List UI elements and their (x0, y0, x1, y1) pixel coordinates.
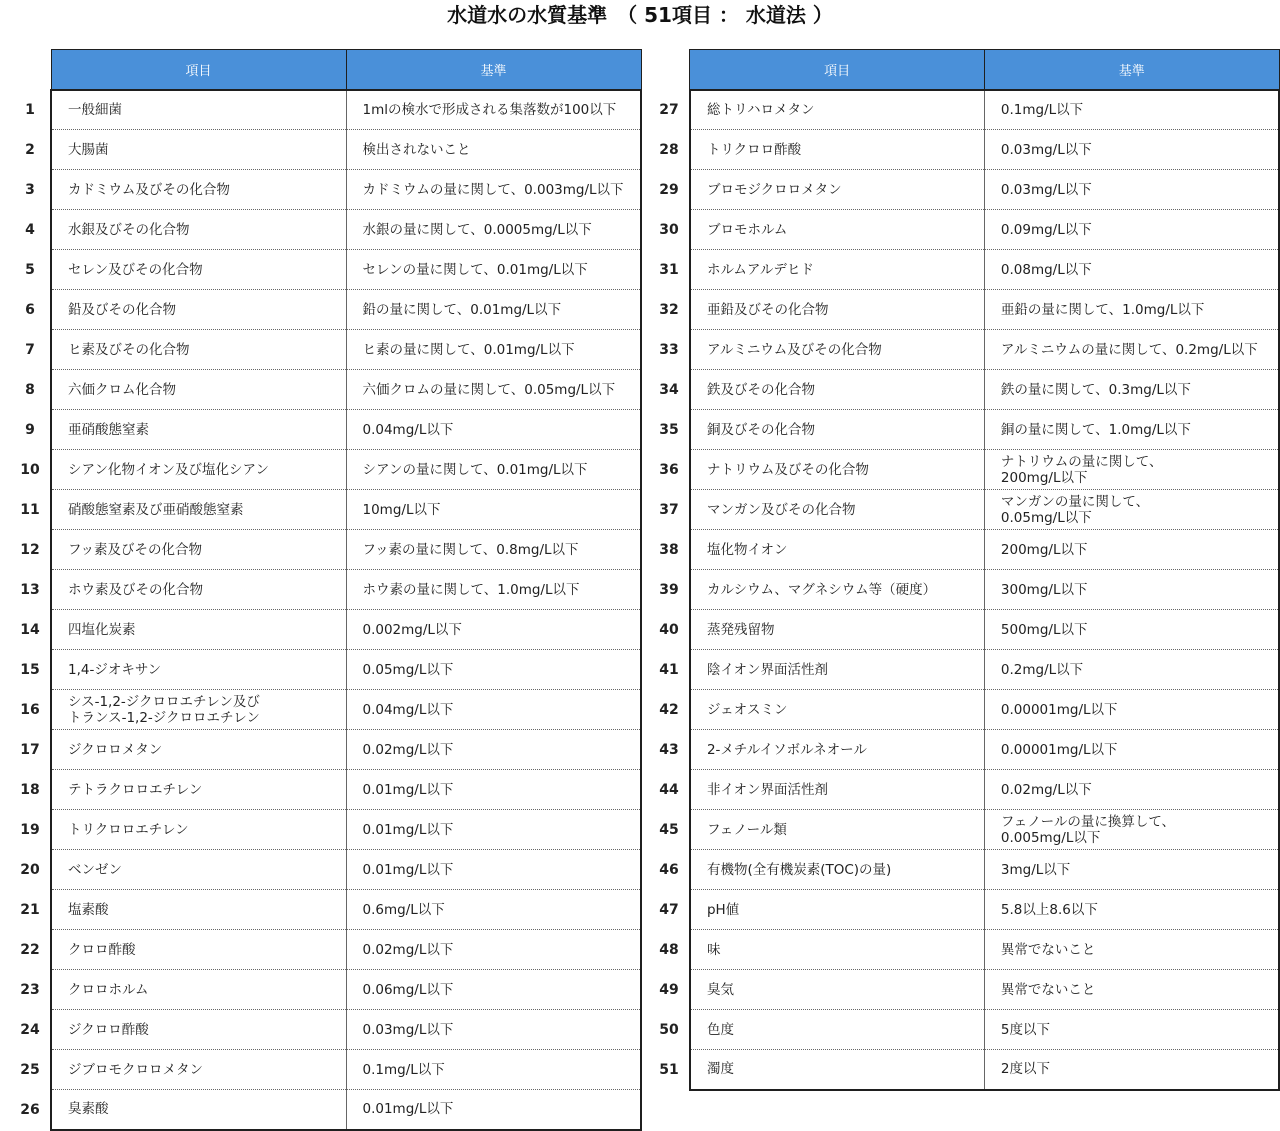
row-number: 24 (10, 1010, 51, 1050)
item-cell: ジブロモクロロメタン (51, 1050, 346, 1090)
standard-cell: 0.08mg/L以下 (984, 250, 1279, 290)
row-number: 33 (649, 330, 690, 370)
table-row (649, 730, 1279, 770)
table-row (10, 890, 641, 930)
table-row (10, 1050, 641, 1090)
item-cell: フッ素及びその化合物 (51, 530, 346, 570)
table-header-row (649, 50, 1279, 90)
number-header (649, 50, 690, 90)
table-row (649, 810, 1279, 850)
item-cell: 塩化物イオン (690, 530, 984, 570)
table-row (649, 330, 1279, 370)
table-row (10, 690, 641, 730)
table-row (10, 170, 641, 210)
column-header-item: 項目 (51, 50, 346, 90)
table-row (10, 450, 641, 490)
row-number: 14 (10, 610, 51, 650)
standard-cell: 0.03mg/L以下 (984, 130, 1279, 170)
standard-cell: 0.06mg/L以下 (346, 970, 641, 1010)
standard-cell: 亜鉛の量に関して、1.0mg/L以下 (984, 290, 1279, 330)
item-cell: カルシウム、マグネシウム等（硬度） (690, 570, 984, 610)
table-row (10, 930, 641, 970)
row-number: 36 (649, 450, 690, 490)
table-row (10, 90, 641, 130)
table-row (10, 1010, 641, 1050)
table-row (649, 450, 1279, 490)
standard-cell: ヒ素の量に関して、0.01mg/L以下 (346, 330, 641, 370)
row-number: 27 (649, 90, 690, 130)
row-number: 48 (649, 930, 690, 970)
row-number: 11 (10, 490, 51, 530)
item-cell: ホウ素及びその化合物 (51, 570, 346, 610)
table-row (649, 1010, 1279, 1050)
row-number: 45 (649, 810, 690, 850)
item-cell: 1,4-ジオキサン (51, 650, 346, 690)
column-header-item: 項目 (690, 50, 984, 90)
standard-cell: 検出されないこと (346, 130, 641, 170)
table-row (10, 490, 641, 530)
table-row (649, 570, 1279, 610)
water-standards-table-right (649, 49, 1280, 1091)
row-number: 31 (649, 250, 690, 290)
row-number: 16 (10, 690, 51, 730)
item-cell: ブロモジクロロメタン (690, 170, 984, 210)
table-row (649, 250, 1279, 290)
row-number: 2 (10, 130, 51, 170)
table-row (649, 370, 1279, 410)
item-cell: 総トリハロメタン (690, 90, 984, 130)
standard-cell: 5度以下 (984, 1010, 1279, 1050)
standard-cell: 0.00001mg/L以下 (984, 730, 1279, 770)
standard-cell: 10mg/L以下 (346, 490, 641, 530)
item-cell: 硝酸態窒素及び亜硝酸態窒素 (51, 490, 346, 530)
row-number: 25 (10, 1050, 51, 1090)
standard-cell: 0.05mg/L以下 (346, 650, 641, 690)
item-cell: ヒ素及びその化合物 (51, 330, 346, 370)
table-row (649, 290, 1279, 330)
item-cell: マンガン及びその化合物 (690, 490, 984, 530)
row-number: 19 (10, 810, 51, 850)
standard-cell: 3mg/L以下 (984, 850, 1279, 890)
table-row (649, 1050, 1279, 1090)
table-row (649, 690, 1279, 730)
item-cell: 色度 (690, 1010, 984, 1050)
row-number: 20 (10, 850, 51, 890)
standard-cell: 500mg/L以下 (984, 610, 1279, 650)
table-row (649, 970, 1279, 1010)
table-row (10, 810, 641, 850)
row-number: 17 (10, 730, 51, 770)
standard-cell: 0.04mg/L以下 (346, 690, 641, 730)
row-number: 40 (649, 610, 690, 650)
standard-cell: 0.00001mg/L以下 (984, 690, 1279, 730)
table-row (649, 650, 1279, 690)
table-row (649, 770, 1279, 810)
standard-cell: 0.2mg/L以下 (984, 650, 1279, 690)
table-row (649, 90, 1279, 130)
standard-cell: 鉛の量に関して、0.01mg/L以下 (346, 290, 641, 330)
row-number: 28 (649, 130, 690, 170)
row-number: 15 (10, 650, 51, 690)
item-cell: トリクロロエチレン (51, 810, 346, 850)
table-row (10, 130, 641, 170)
item-cell: 六価クロム化合物 (51, 370, 346, 410)
row-number: 44 (649, 770, 690, 810)
standard-cell: 0.03mg/L以下 (346, 1010, 641, 1050)
standard-cell: 300mg/L以下 (984, 570, 1279, 610)
row-number: 18 (10, 770, 51, 810)
row-number: 3 (10, 170, 51, 210)
item-cell: 非イオン界面活性剤 (690, 770, 984, 810)
standard-cell: 0.03mg/L以下 (984, 170, 1279, 210)
standard-cell: 0.01mg/L以下 (346, 1090, 641, 1130)
item-cell: ホルムアルデヒド (690, 250, 984, 290)
row-number: 39 (649, 570, 690, 610)
item-cell: カドミウム及びその化合物 (51, 170, 346, 210)
table-row (649, 210, 1279, 250)
standard-cell: 200mg/L以下 (984, 530, 1279, 570)
item-cell: アルミニウム及びその化合物 (690, 330, 984, 370)
standard-cell: アルミニウムの量に関して、0.2mg/L以下 (984, 330, 1279, 370)
standard-cell: カドミウムの量に関して、0.003mg/L以下 (346, 170, 641, 210)
table-row (10, 970, 641, 1010)
table-row (10, 570, 641, 610)
standard-cell: 0.02mg/L以下 (346, 930, 641, 970)
table-row (10, 850, 641, 890)
table-row (10, 730, 641, 770)
item-cell: シアン化物イオン及び塩化シアン (51, 450, 346, 490)
standard-cell: ナトリウムの量に関して、 200mg/L以下 (984, 450, 1279, 490)
table-row (10, 330, 641, 370)
table-header-row (10, 50, 641, 90)
row-number: 30 (649, 210, 690, 250)
table-row (10, 650, 641, 690)
item-cell: クロロ酢酸 (51, 930, 346, 970)
standard-cell: 0.09mg/L以下 (984, 210, 1279, 250)
row-number: 26 (10, 1090, 51, 1130)
water-standards-table-left (10, 49, 642, 1131)
standard-cell: 1mlの検水で形成される集落数が100以下 (346, 90, 641, 130)
item-cell: 蒸発残留物 (690, 610, 984, 650)
item-cell: 鉄及びその化合物 (690, 370, 984, 410)
item-cell: 味 (690, 930, 984, 970)
row-number: 22 (10, 930, 51, 970)
item-cell: テトラクロロエチレン (51, 770, 346, 810)
item-cell: pH値 (690, 890, 984, 930)
standard-cell: ホウ素の量に関して、1.0mg/L以下 (346, 570, 641, 610)
row-number: 32 (649, 290, 690, 330)
row-number: 10 (10, 450, 51, 490)
row-number: 29 (649, 170, 690, 210)
column-header-standard: 基準 (984, 50, 1279, 90)
page-title: 水道水の水質基準 （ 51項目 ： 水道法 ） (447, 3, 833, 27)
standard-cell: 0.6mg/L以下 (346, 890, 641, 930)
standard-cell: 0.01mg/L以下 (346, 810, 641, 850)
table-row (10, 1090, 641, 1130)
row-number: 7 (10, 330, 51, 370)
row-number: 47 (649, 890, 690, 930)
standard-cell: 水銀の量に関して、0.0005mg/L以下 (346, 210, 641, 250)
standard-cell: 0.02mg/L以下 (984, 770, 1279, 810)
table-row (10, 410, 641, 450)
standard-cell: 異常でないこと (984, 930, 1279, 970)
standard-cell: シアンの量に関して、0.01mg/L以下 (346, 450, 641, 490)
standard-cell: 異常でないこと (984, 970, 1279, 1010)
item-cell: ベンゼン (51, 850, 346, 890)
row-number: 49 (649, 970, 690, 1010)
item-cell: ブロモホルム (690, 210, 984, 250)
item-cell: 臭素酸 (51, 1090, 346, 1130)
standard-cell: セレンの量に関して、0.01mg/L以下 (346, 250, 641, 290)
row-number: 42 (649, 690, 690, 730)
table-row (10, 290, 641, 330)
standard-cell: 0.1mg/L以下 (346, 1050, 641, 1090)
standard-cell: 六価クロムの量に関して、0.05mg/L以下 (346, 370, 641, 410)
table-row (649, 130, 1279, 170)
row-number: 37 (649, 490, 690, 530)
table-row (10, 770, 641, 810)
row-number: 9 (10, 410, 51, 450)
row-number: 6 (10, 290, 51, 330)
item-cell: トリクロロ酢酸 (690, 130, 984, 170)
table-row (649, 930, 1279, 970)
standard-cell: 0.04mg/L以下 (346, 410, 641, 450)
standard-cell: 0.01mg/L以下 (346, 850, 641, 890)
row-number: 4 (10, 210, 51, 250)
item-cell: 臭気 (690, 970, 984, 1010)
table-row (10, 370, 641, 410)
table-row (649, 610, 1279, 650)
item-cell: ジェオスミン (690, 690, 984, 730)
item-cell: 大腸菌 (51, 130, 346, 170)
row-number: 5 (10, 250, 51, 290)
standard-cell: 0.01mg/L以下 (346, 770, 641, 810)
row-number: 8 (10, 370, 51, 410)
item-cell: 陰イオン界面活性剤 (690, 650, 984, 690)
row-number: 1 (10, 90, 51, 130)
column-header-standard: 基準 (346, 50, 641, 90)
standard-cell: 銅の量に関して、1.0mg/L以下 (984, 410, 1279, 450)
row-number: 21 (10, 890, 51, 930)
table-row (649, 490, 1279, 530)
item-cell: ジクロロ酢酸 (51, 1010, 346, 1050)
item-cell: 有機物(全有機炭素(TOC)の量) (690, 850, 984, 890)
item-cell: 濁度 (690, 1050, 984, 1090)
item-cell: ジクロロメタン (51, 730, 346, 770)
item-cell: 亜硝酸態窒素 (51, 410, 346, 450)
item-cell: 一般細菌 (51, 90, 346, 130)
table-row (649, 890, 1279, 930)
standard-cell: 0.1mg/L以下 (984, 90, 1279, 130)
row-number: 50 (649, 1010, 690, 1050)
item-cell: 2-メチルイソボルネオール (690, 730, 984, 770)
standard-cell: 5.8以上8.6以下 (984, 890, 1279, 930)
table-row (10, 250, 641, 290)
item-cell: ナトリウム及びその化合物 (690, 450, 984, 490)
table-row (649, 170, 1279, 210)
standard-cell: 0.02mg/L以下 (346, 730, 641, 770)
row-number: 51 (649, 1050, 690, 1090)
standard-cell: フェノールの量に換算して、 0.005mg/L以下 (984, 810, 1279, 850)
standard-cell: 鉄の量に関して、0.3mg/L以下 (984, 370, 1279, 410)
table-row (10, 610, 641, 650)
row-number: 46 (649, 850, 690, 890)
item-cell: 銅及びその化合物 (690, 410, 984, 450)
standard-cell: 2度以下 (984, 1050, 1279, 1090)
table-row (649, 410, 1279, 450)
standard-cell: フッ素の量に関して、0.8mg/L以下 (346, 530, 641, 570)
row-number: 23 (10, 970, 51, 1010)
standard-cell: 0.002mg/L以下 (346, 610, 641, 650)
row-number: 41 (649, 650, 690, 690)
item-cell: セレン及びその化合物 (51, 250, 346, 290)
item-cell: 水銀及びその化合物 (51, 210, 346, 250)
item-cell: 亜鉛及びその化合物 (690, 290, 984, 330)
item-cell: クロロホルム (51, 970, 346, 1010)
item-cell: 塩素酸 (51, 890, 346, 930)
row-number: 43 (649, 730, 690, 770)
row-number: 38 (649, 530, 690, 570)
standard-cell: マンガンの量に関して、 0.05mg/L以下 (984, 490, 1279, 530)
table-row (649, 850, 1279, 890)
table-row (649, 530, 1279, 570)
item-cell: 鉛及びその化合物 (51, 290, 346, 330)
item-cell: フェノール類 (690, 810, 984, 850)
number-header (10, 50, 51, 90)
table-row (10, 210, 641, 250)
row-number: 13 (10, 570, 51, 610)
row-number: 34 (649, 370, 690, 410)
item-cell: シス-1,2-ジクロロエチレン及び トランス-1,2-ジクロロエチレン (51, 690, 346, 730)
row-number: 35 (649, 410, 690, 450)
row-number: 12 (10, 530, 51, 570)
table-row (10, 530, 641, 570)
item-cell: 四塩化炭素 (51, 610, 346, 650)
